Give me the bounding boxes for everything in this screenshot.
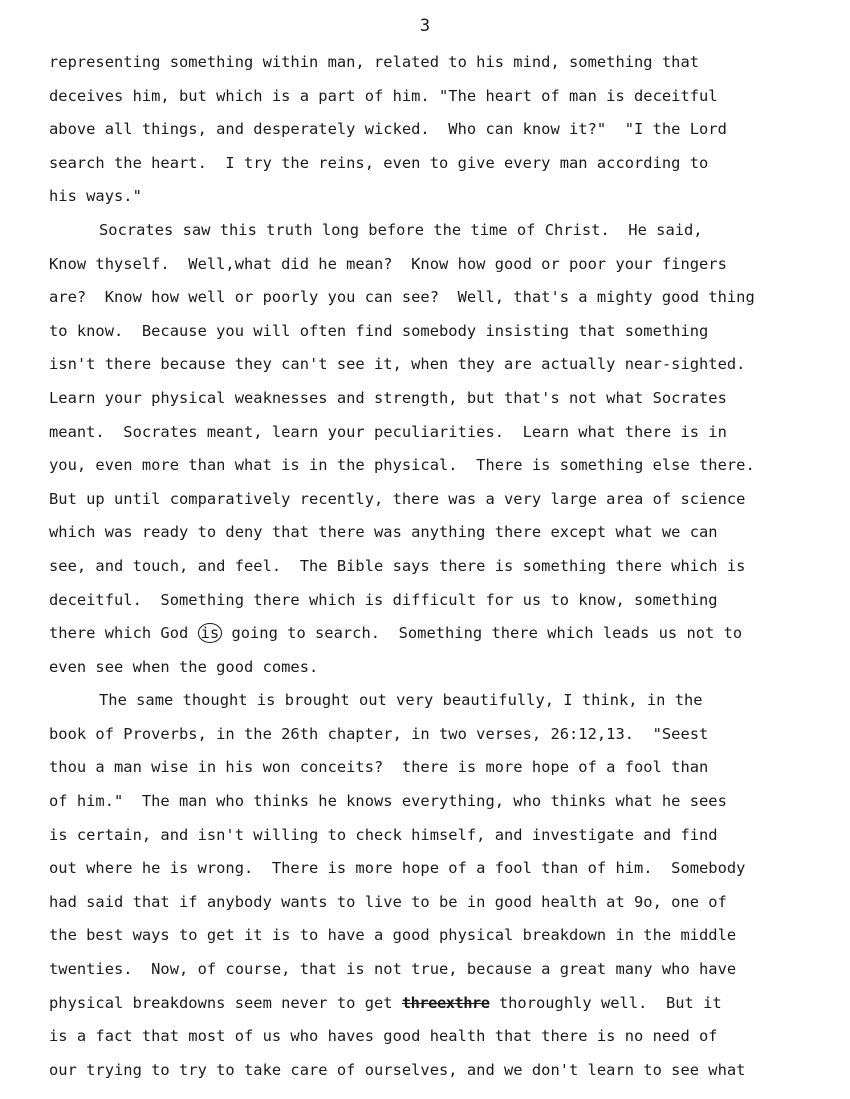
text-line — [49, 755, 839, 789]
text-line — [49, 890, 839, 924]
text-line — [49, 856, 839, 890]
line-text: representing something within man, related to his mind, something that — [49, 53, 700, 71]
text-line — [49, 923, 839, 957]
text-line — [49, 319, 839, 353]
line-text: above all things, and desperately wicked. Who can know it?" "I the Lord — [49, 120, 727, 139]
line-text: even see when the good comes. — [49, 657, 319, 676]
line-text-continued: going to search. Something there which leads us not to — [222, 624, 743, 643]
line-text: you, even more than what is in the physical. There is something else there. — [49, 456, 755, 475]
line-text: search the heart. I try the reins, even to give every man according to — [49, 153, 709, 172]
line-text: had said that if anybody wants to live to be in good health at 9o, one of — [49, 892, 727, 911]
line-text: twenties. Now, of course, that is not true, because a great many who have — [49, 960, 737, 979]
line-text: of him." The man who thinks he knows everything, who thinks what he sees — [49, 792, 727, 811]
line-text: see, and touch, and feel. The Bible says there is something there which is — [49, 556, 746, 575]
line-text: is certain, and isn't willing to check himself, and investigate and find — [49, 825, 718, 844]
page-number: 3 — [419, 16, 431, 36]
text-line — [49, 453, 839, 487]
line-text: meant. Socrates meant, learn your peculiarities. Learn what there is in — [49, 422, 727, 441]
line-text: to know. Because you will often find somebody insisting that something — [49, 321, 709, 340]
text-line — [49, 117, 839, 151]
line-text: thou a man wise in his won conceits? there is more hope of a fool than — [49, 758, 709, 777]
line-text: are? Know how well or poorly you can see? Well, that's a mighty good thing — [49, 288, 755, 307]
line-text: physical breakdowns seem never to get — [49, 993, 402, 1012]
text-line — [49, 487, 839, 521]
text-line — [49, 184, 839, 218]
text-line — [49, 688, 839, 722]
line-text: But up until comparatively recently, there was a very large area of science — [49, 489, 746, 508]
line-text: is a fact that most of us who haves good health that there is no need of — [49, 1027, 718, 1046]
line-text: deceitful. Something there which is difficult for us to know, something — [49, 590, 718, 609]
line-text: Know thyself. Well,what did he mean? Know how good or poor your fingers — [49, 254, 727, 273]
text-line — [49, 252, 839, 286]
line-text: isn't there because they can't see it, when they are actually near-sighted. — [49, 355, 746, 374]
line-text: his ways." — [49, 187, 142, 206]
text-line — [49, 1058, 839, 1092]
line-text: there which God — [49, 624, 198, 643]
line-text: which was ready to deny that there was anything there except what we can — [49, 523, 718, 542]
text-line — [49, 789, 839, 823]
text-line — [49, 520, 839, 554]
text-line — [49, 285, 839, 319]
text-line — [49, 218, 839, 252]
line-text: book of Proverbs, in the 26th chapter, in two verses, 26:12,13. "Seest — [49, 724, 709, 743]
text-line — [49, 621, 839, 655]
text-line — [49, 420, 839, 454]
text-line — [49, 352, 839, 386]
body-text — [49, 50, 839, 1091]
text-line — [49, 151, 839, 185]
handwritten-correction: is — [198, 623, 223, 643]
text-line — [49, 386, 839, 420]
text-line — [49, 1024, 839, 1058]
struck-out-text: threexthre — [401, 993, 490, 1012]
text-line — [49, 655, 839, 689]
text-line — [49, 554, 839, 588]
text-line — [49, 823, 839, 857]
text-line — [49, 722, 839, 756]
line-text: the best ways to get it is to have a good physical breakdown in the middle — [49, 926, 737, 945]
text-line — [49, 84, 839, 118]
text-line — [49, 588, 839, 622]
text-line — [49, 991, 839, 1025]
line-text: out where he is wrong. There is more hope of a fool than of him. Somebody — [49, 859, 746, 878]
line-text-continued: thoroughly well. But it — [489, 993, 722, 1012]
line-text: deceives him, but which is a part of him. "The heart of man is deceitful — [49, 86, 718, 105]
line-text: The same thought is brought out very beautifully, I think, in the — [99, 691, 703, 710]
line-text: Learn your physical weaknesses and strength, but that's not what Socrates — [49, 388, 727, 407]
line-text: Socrates saw this truth long before the time of Christ. He said, — [99, 220, 703, 239]
text-line — [49, 957, 839, 991]
line-text: our trying to try to take care of ourselves, and we don't learn to see what — [49, 1060, 746, 1079]
text-line — [49, 50, 839, 84]
